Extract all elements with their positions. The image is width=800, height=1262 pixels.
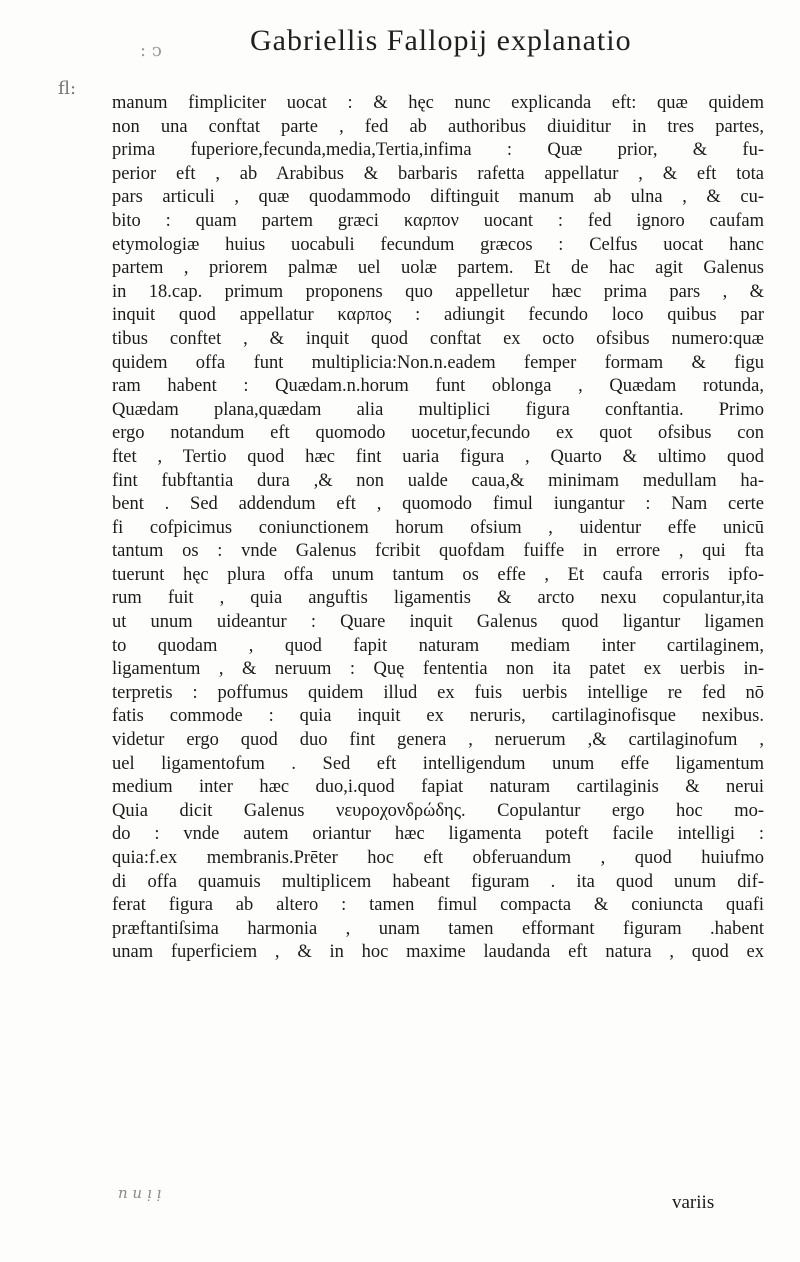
text-line: uel ligamentofum . Sed eft intelligendum unum effe ligamentum (112, 753, 764, 774)
text-line: quidem offa funt multiplicia:Non.n.eadem femper formam & figu (112, 352, 764, 373)
text-line: bito : quam partem græci καρπον uocant : fed ignoro caufam (112, 210, 764, 231)
text-line: fint fubftantia dura ,& non ualde caua,& minimam medullam ha- (112, 470, 764, 491)
text-line: tibus conftet , & inquit quod conftat ex octo ofsibus numero:quæ (112, 328, 764, 349)
text-line: pars articuli , quæ quodammodo diftinguit manum ab ulna , & cu- (112, 187, 764, 208)
text-line: perior eft , ab Arabibus & barbaris rafetta appellatur , & eft tota (112, 163, 764, 184)
text-line: in 18.cap. primum proponens quo appelletur hæc prima pars , & (112, 281, 764, 302)
text-line: præftantiſsima harmonia , unam tamen efformant figuram .habent (112, 918, 764, 939)
text-line: manum fimpliciter uocat : & hęc nunc explicanda eft: quæ quidem (112, 93, 764, 113)
text-line: do : vnde autem oriantur hæc ligamenta poteft facile intelligi : (112, 824, 764, 845)
page-footer (0, 1180, 800, 1220)
text-line: di offa quamuis multiplicem habeant figuram . ita quod unum dif- (112, 871, 764, 892)
text-line: partem , priorem palmæ uel uolæ partem. Et de hac agit Galenus (112, 258, 764, 279)
text-line: ftet , Tertio quod hæc fint uaria figura , Quarto & ultimo quod (112, 446, 764, 467)
text-line: medium inter hæc duo,i.quod fapiat naturam cartilaginis & nerui (112, 777, 764, 798)
text-line: ram habent : Quædam.n.horum funt oblonga , Quædam rotunda, (112, 376, 764, 397)
text-line: ut unum uideantur : Quare inquit Galenus quod ligantur ligamen (112, 612, 764, 633)
text-line: to quodam , quod fapit naturam mediam inter cartilaginem, (112, 635, 764, 656)
text-line: videtur ergo quod duo fint genera , neruerum ,& cartilaginofum , (112, 730, 764, 751)
page-title: Gabriellis Fallopij explanatio (250, 24, 632, 57)
faded-page-mark: : ͻ (140, 40, 162, 61)
text-line: unam fuperficiem , & in hoc maxime laudanda eft natura , quod ex (112, 942, 764, 963)
margin-annotation-mark: ﬂ: (58, 78, 77, 99)
text-line: rum fuit , quia anguftis ligamentis & arcto nexu copulantur,ita (112, 588, 764, 609)
text-line: ligamentum , & neruum : Quę fententia non ita patet ex uerbis in- (112, 659, 764, 680)
running-header (0, 18, 800, 78)
text-line: fi cofpicimus coniunctionem horum ofsium , uidentur effe unicū (112, 517, 764, 538)
text-line: bent . Sed addendum eft , quomodo fimul iungantur : Nam certe (112, 494, 764, 515)
catchword: variis (672, 1192, 715, 1213)
text-line: Quia dicit Galenus νευροχονδρώδης. Copulantur ergo hoc mo- (112, 800, 764, 821)
text-line: quia:f.ex membranis.Prēter hoc eft obferuandum , quod huiufmo (112, 848, 764, 868)
text-line: ergo notandum eft quomodo uocetur,fecundo ex quot ofsibus con (112, 423, 764, 444)
text-line: tuerunt hęc plura offa unum tantum os effe , Et caufa erroris ipfo- (112, 564, 764, 585)
text-line: etymologiæ huius uocabuli fecundum græcos : Celfus uocat hanc (112, 234, 764, 255)
text-line: inquit quod appellatur καρπος : adiungit fecundo loco quibus par (112, 305, 764, 326)
text-line: ferat figura ab altero : tamen fimul compacta & coniuncta quafi (112, 895, 764, 916)
body-text-block (112, 92, 764, 965)
text-line: non una conftat parte , fed ab authoribus diuiditur in tres partes, (112, 116, 764, 137)
text-line: terpretis : poffumus quidem illud ex fuis uerbis intellige re fed nō (112, 682, 764, 703)
text-line: Quædam plana,quædam alia multiplici figura conftantia. Primo (112, 399, 764, 420)
signature-mark: n u ᴉ ᴉ (118, 1184, 162, 1202)
text-line: tantum os : vnde Galenus fcribit quofdam fuiffe in errore , qui fta (112, 541, 764, 562)
text-line: prima fuperiore,fecunda,media,Tertia,infima : Quæ prior, & fu- (112, 140, 764, 161)
text-line: fatis commode : quia inquit ex neruris, cartilaginofisque nexibus. (112, 706, 764, 727)
